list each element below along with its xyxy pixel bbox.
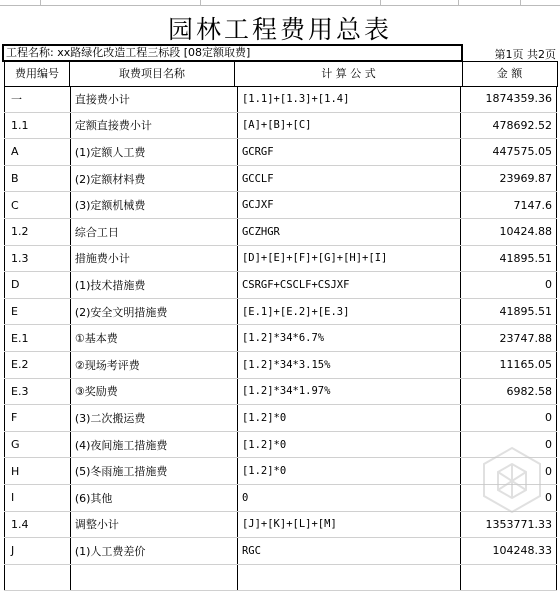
table-row (5, 86, 557, 112)
cell-amount[interactable]: 447575.05 (460, 139, 556, 166)
cell-code[interactable]: A (5, 139, 71, 166)
cell-formula[interactable]: 0 (237, 484, 460, 511)
cell-formula[interactable]: [D]+[E]+[F]+[G]+[H]+[I] (237, 245, 460, 272)
cell-amount[interactable]: 10424.88 (460, 218, 556, 245)
cell-item-name[interactable]: 措施费小计 (70, 245, 237, 272)
cell-amount[interactable]: 41895.51 (460, 245, 556, 272)
cell-item-name[interactable]: ③奖励费 (70, 378, 237, 405)
table-row (5, 564, 557, 591)
table-row (5, 165, 557, 192)
table-row (5, 112, 557, 139)
table-row (5, 192, 557, 219)
header-code: 费用编号 (5, 62, 70, 86)
cell-code[interactable]: E.2 (5, 351, 71, 378)
header-formula: 计 算 公 式 (235, 62, 463, 86)
cell-formula[interactable]: [1.2]*0 (237, 431, 460, 458)
cell-item-name[interactable]: (6)其他 (70, 484, 237, 511)
cell-item-name[interactable]: 综合工日 (70, 218, 237, 245)
project-name: 工程名称: xx路绿化改造工程三标段 [08定额取费] (2, 44, 463, 62)
cell-formula[interactable]: [A]+[B]+[C] (237, 112, 460, 139)
cell-amount[interactable]: 1353771.33 (460, 511, 556, 538)
table-row (5, 245, 557, 272)
cell-amount[interactable]: 7147.6 (460, 192, 556, 219)
cell-code[interactable]: 1.1 (5, 112, 71, 139)
cell-code[interactable]: J (5, 538, 71, 565)
cell-amount[interactable]: 478692.52 (460, 112, 556, 139)
cell-code[interactable]: 1.4 (5, 511, 71, 538)
table-row (5, 351, 557, 378)
cell-code[interactable]: E (5, 298, 71, 325)
cell-item-name[interactable]: (4)夜间施工措施费 (70, 431, 237, 458)
cell-code[interactable] (5, 564, 71, 591)
cell-item-name[interactable]: (3)二次搬运费 (70, 405, 237, 432)
cell-formula[interactable]: GCZHGR (237, 218, 460, 245)
spreadsheet-top-edge (0, 0, 560, 6)
table-row (5, 298, 557, 325)
cell-formula[interactable]: [1.2]*34*1.97% (237, 378, 460, 405)
cell-formula[interactable]: RGC (237, 538, 460, 565)
table-row (5, 538, 557, 565)
table-row (5, 405, 557, 432)
cell-amount[interactable]: 104248.33 (460, 538, 556, 565)
cell-code[interactable]: B (5, 165, 71, 192)
cell-item-name[interactable]: ②现场考评费 (70, 351, 237, 378)
cell-amount[interactable]: 0 (460, 272, 556, 299)
table-row (5, 272, 557, 299)
cell-item-name[interactable]: (1)定额人工费 (70, 139, 237, 166)
cell-item-name[interactable]: (2)安全文明措施费 (70, 298, 237, 325)
watermark-logo-icon (470, 440, 554, 524)
cell-item-name[interactable] (70, 564, 237, 591)
cell-item-name[interactable]: (3)定额机械费 (70, 192, 237, 219)
cell-item-name[interactable]: 调整小计 (70, 511, 237, 538)
cell-amount[interactable]: 6982.58 (460, 378, 556, 405)
cell-code[interactable]: H (5, 458, 71, 485)
cell-code[interactable]: E.1 (5, 325, 71, 352)
cell-item-name[interactable]: (1)技术措施费 (70, 272, 237, 299)
page-title: 园林工程费用总表 (167, 15, 392, 44)
cell-code[interactable]: I (5, 484, 71, 511)
cell-formula[interactable]: [1.2]*34*3.15% (237, 351, 460, 378)
cell-code[interactable]: 1.2 (5, 218, 71, 245)
project-info-bar (2, 44, 556, 60)
cell-formula[interactable]: [1.1]+[1.3]+[1.4] (237, 86, 460, 112)
cell-amount[interactable] (460, 564, 556, 591)
header-item-name: 取费项目名称 (70, 62, 235, 86)
cell-formula[interactable]: [1.2]*34*6.7% (237, 325, 460, 352)
cell-item-name[interactable]: (5)冬雨施工措施费 (70, 458, 237, 485)
table-header (4, 61, 558, 87)
cell-formula[interactable]: CSRGF+CSCLF+CSJXF (237, 272, 460, 299)
cell-amount[interactable]: 0 (460, 484, 556, 511)
cell-amount[interactable]: 0 (460, 405, 556, 432)
table-row (5, 139, 557, 166)
cell-amount[interactable]: 11165.05 (460, 351, 556, 378)
cell-code[interactable]: G (5, 431, 71, 458)
cell-item-name[interactable]: 定额直接费小计 (70, 112, 237, 139)
cell-code[interactable]: E.3 (5, 378, 71, 405)
cell-formula[interactable]: [1.2]*0 (237, 405, 460, 432)
cell-code[interactable]: 1.3 (5, 245, 71, 272)
cell-amount[interactable]: 0 (460, 458, 556, 485)
cell-amount[interactable]: 0 (460, 431, 556, 458)
cell-formula[interactable] (237, 564, 460, 591)
cell-item-name[interactable]: ①基本费 (70, 325, 237, 352)
cell-code[interactable]: F (5, 405, 71, 432)
cell-amount[interactable]: 23969.87 (460, 165, 556, 192)
cell-formula[interactable]: [E.1]+[E.2]+[E.3] (237, 298, 460, 325)
cell-amount[interactable]: 23747.88 (460, 325, 556, 352)
cell-item-name[interactable]: (1)人工费差价 (70, 538, 237, 565)
cell-item-name[interactable]: 直接费小计 (70, 86, 237, 112)
table-row (5, 325, 557, 352)
page-number: 第1页 共2页 (494, 48, 556, 61)
cell-formula[interactable]: GCRGF (237, 139, 460, 166)
cell-code[interactable]: D (5, 272, 71, 299)
cell-item-name[interactable]: (2)定额材料费 (70, 165, 237, 192)
header-amount: 金 额 (496, 67, 523, 80)
cell-formula[interactable]: GCJXF (237, 192, 460, 219)
cell-formula[interactable]: [1.2]*0 (237, 458, 460, 485)
cell-amount[interactable]: 1874359.36 (460, 86, 556, 112)
table-row (5, 218, 557, 245)
cell-code[interactable]: 一 (5, 86, 71, 112)
cell-amount[interactable]: 41895.51 (460, 298, 556, 325)
cell-formula[interactable]: GCCLF (237, 165, 460, 192)
cell-code[interactable]: C (5, 192, 71, 219)
cell-formula[interactable]: [J]+[K]+[L]+[M] (237, 511, 460, 538)
table-row (5, 378, 557, 405)
